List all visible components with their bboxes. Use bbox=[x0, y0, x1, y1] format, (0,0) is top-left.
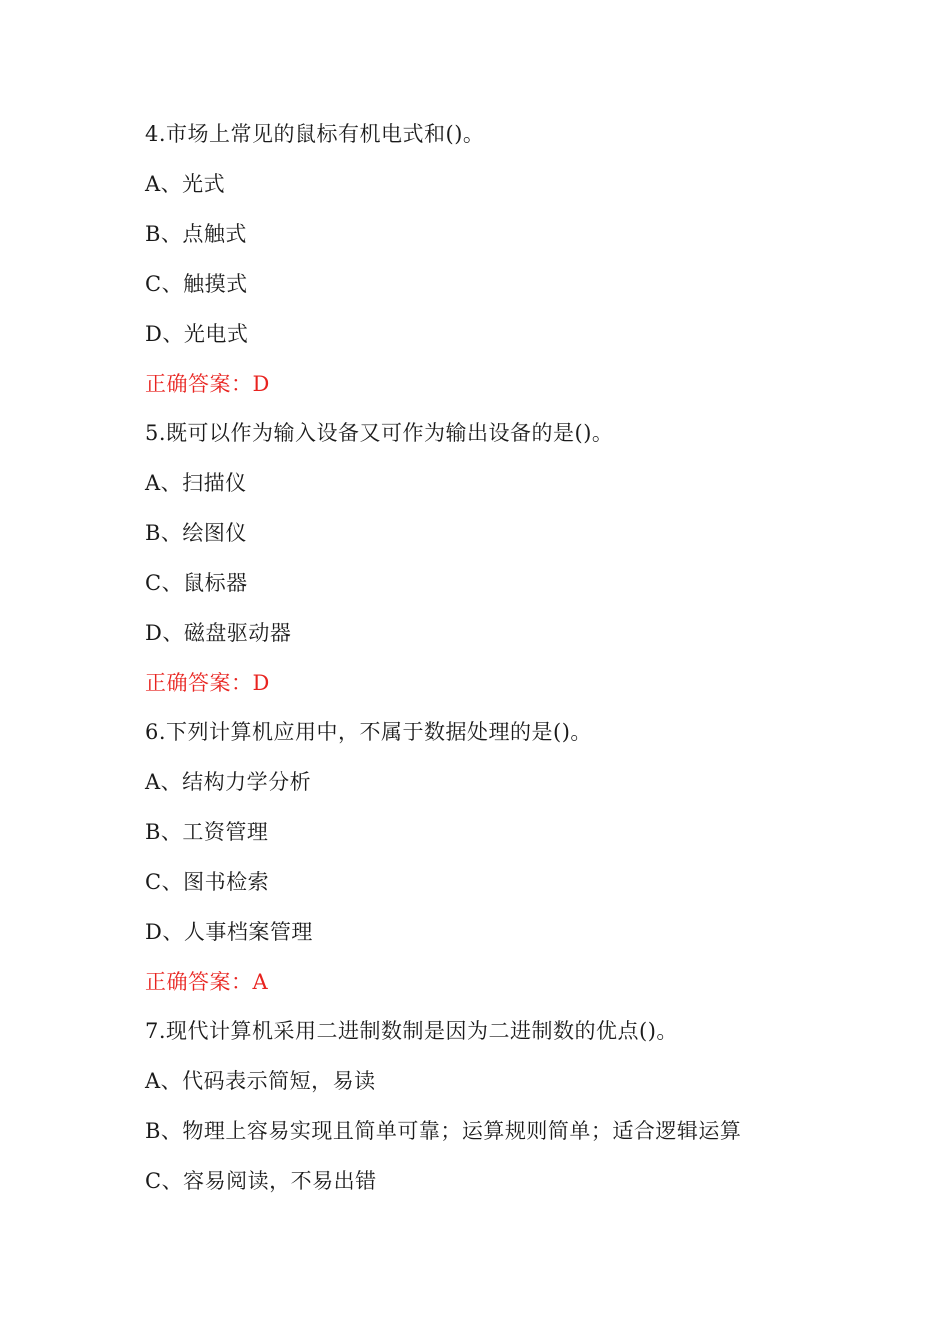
question-4-stem: 4.市场上常见的鼠标有机电式和()。 bbox=[145, 122, 485, 146]
question-4-option-a: A、光式 bbox=[145, 172, 226, 196]
question-5-option-c: C、鼠标器 bbox=[145, 571, 248, 595]
question-5-option-a: A、扫描仪 bbox=[145, 471, 247, 495]
question-7-stem: 7.现代计算机采用二进制数制是因为二进制数的优点()。 bbox=[145, 1019, 678, 1043]
question-6-stem: 6.下列计算机应用中，不属于数据处理的是()。 bbox=[145, 720, 592, 744]
question-5-option-d: D、磁盘驱动器 bbox=[145, 621, 292, 645]
question-6-option-b: B、工资管理 bbox=[145, 820, 269, 844]
question-7-option-a: A、代码表示简短，易读 bbox=[145, 1069, 376, 1093]
question-7-option-b: B、物理上容易实现且简单可靠；运算规则简单；适合逻辑运算 bbox=[145, 1119, 742, 1143]
question-5-answer: 正确答案：D bbox=[145, 671, 270, 695]
question-4-option-b: B、点触式 bbox=[145, 222, 247, 246]
question-4-option-c: C、触摸式 bbox=[145, 272, 248, 296]
question-7-option-c: C、容易阅读，不易出错 bbox=[145, 1169, 377, 1193]
question-5-option-b: B、绘图仪 bbox=[145, 521, 247, 545]
question-6-option-c: C、图书检索 bbox=[145, 870, 270, 894]
question-4-answer: 正确答案：D bbox=[145, 372, 270, 396]
question-6-option-a: A、结构力学分析 bbox=[145, 770, 312, 794]
question-6-answer: 正确答案：A bbox=[145, 970, 269, 994]
question-6-option-d: D、人事档案管理 bbox=[145, 920, 313, 944]
question-4-option-d: D、光电式 bbox=[145, 322, 249, 346]
question-5-stem: 5.既可以作为输入设备又可作为输出设备的是()。 bbox=[145, 421, 614, 445]
